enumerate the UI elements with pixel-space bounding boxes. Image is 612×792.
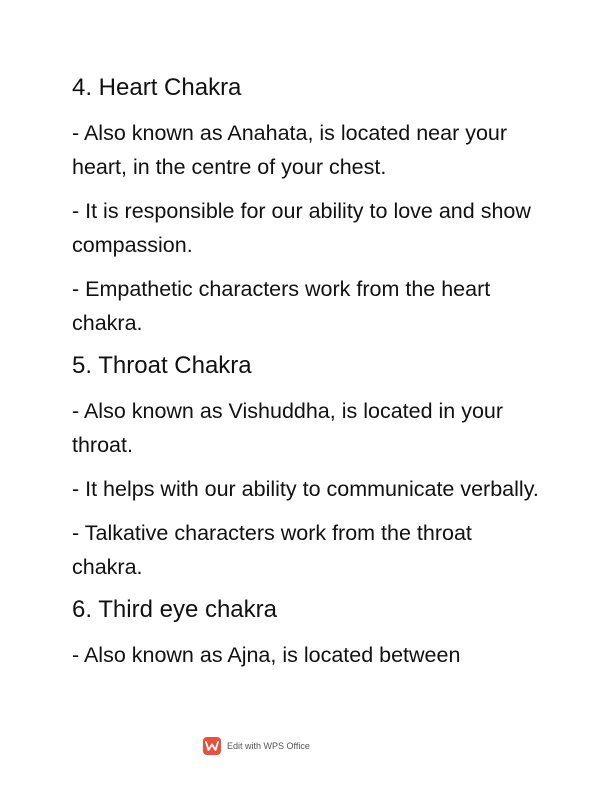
wps-office-logo-icon [203, 737, 221, 755]
section-heading: 4. Heart Chakra [72, 74, 242, 101]
section-heading: 6. Third eye chakra [72, 596, 277, 623]
section-heart-chakra [72, 72, 542, 340]
paragraph: - It helps with our ability to communicate verbally. [72, 477, 539, 501]
paragraph: - Also known as Anahata, is located near your heart, in the centre of your chest. [72, 121, 508, 179]
document-content [72, 72, 542, 682]
paragraph: - Also known as Ajna, is located between [72, 643, 461, 667]
paragraph: - Also known as Vishuddha, is located in your throat. [72, 399, 504, 457]
paragraph: - Empathetic characters work from the heart chakra. [72, 277, 491, 335]
watermark-text: Edit with WPS Office [227, 741, 310, 751]
paragraph: - It is responsible for our ability to love and show compassion. [72, 199, 531, 257]
wps-watermark[interactable] [203, 736, 310, 756]
section-heading: 5. Throat Chakra [72, 352, 252, 379]
section-third-eye-chakra [72, 594, 542, 672]
section-throat-chakra [72, 350, 542, 584]
paragraph: - Talkative characters work from the throat chakra. [72, 521, 472, 579]
